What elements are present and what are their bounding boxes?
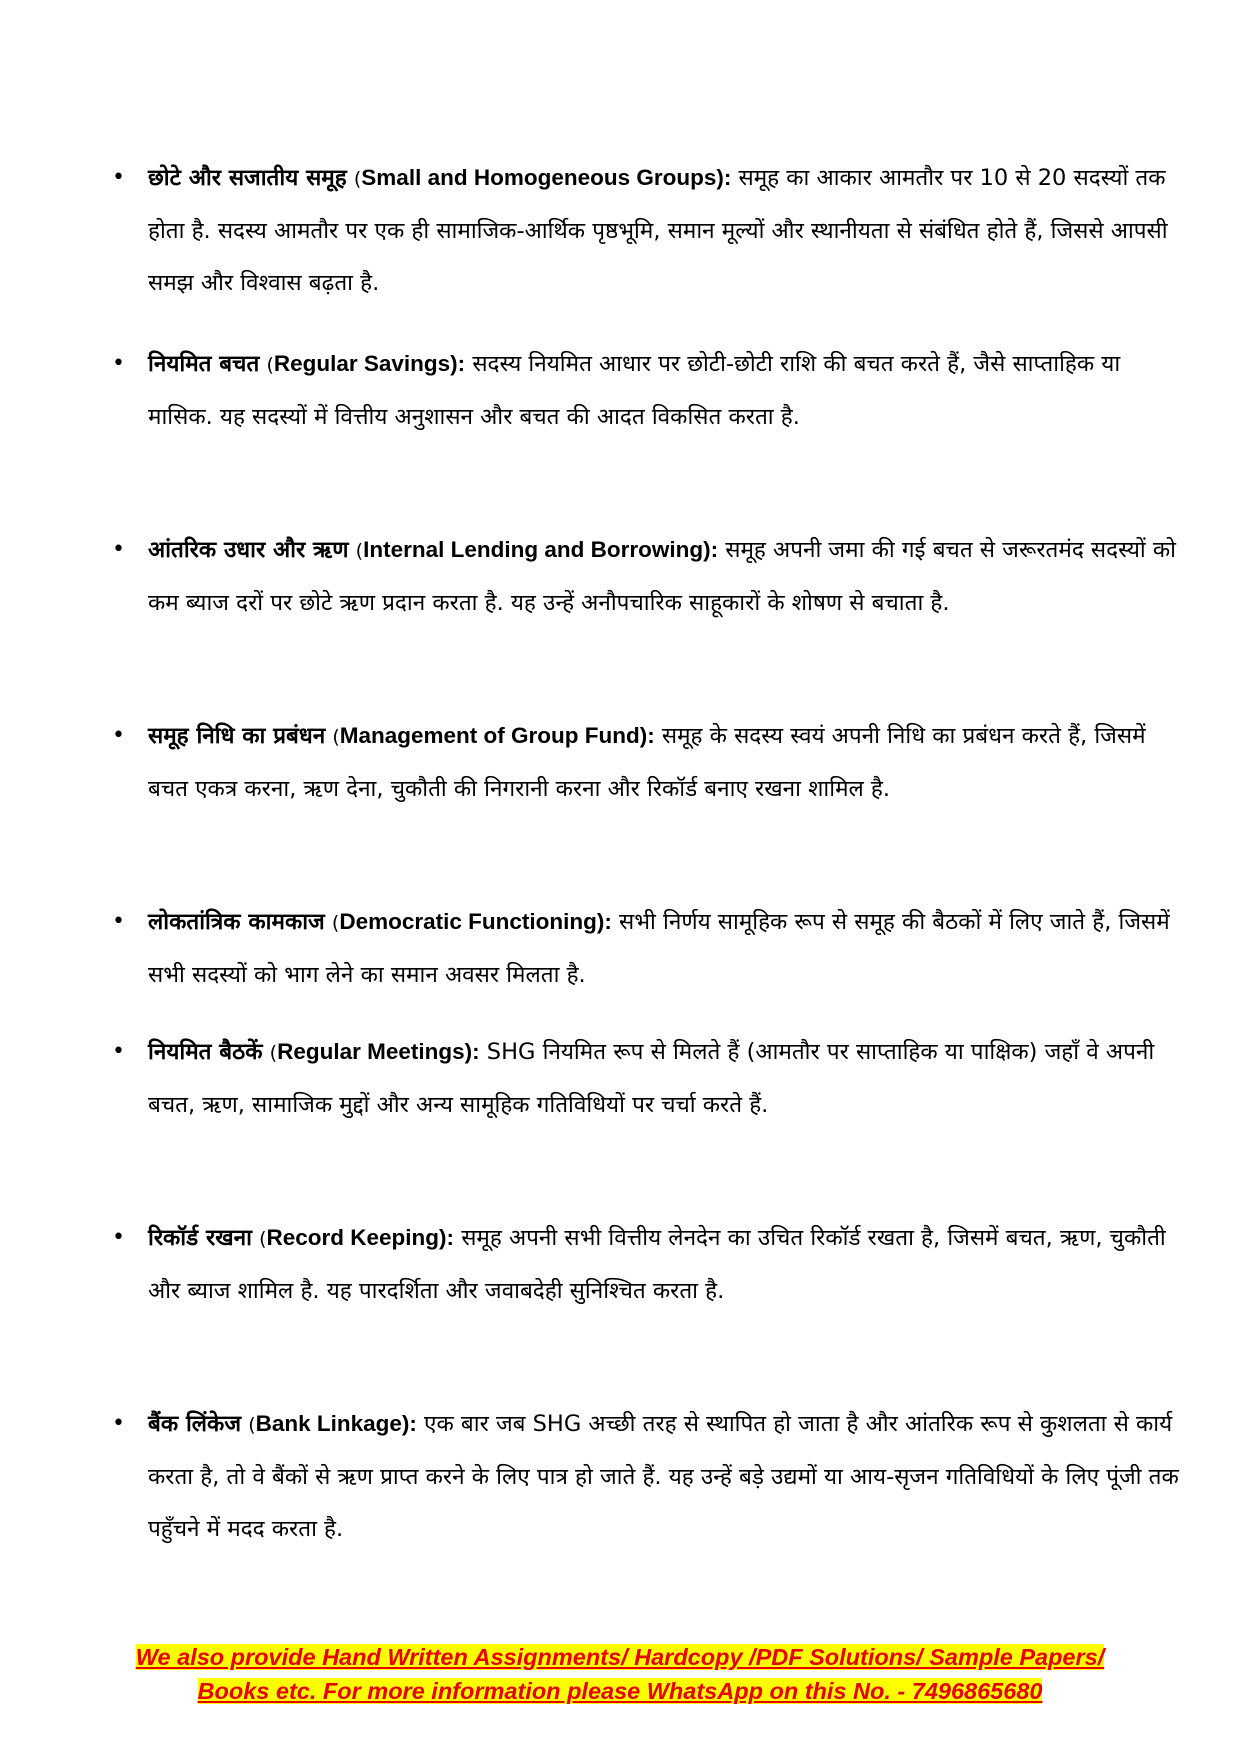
list-item-text <box>148 152 1183 309</box>
list-item-text <box>148 896 1183 1001</box>
item-body: समूह अपनी सभी वित्तीय लेनदेन का उचित रिकॉर्ड रखता है, जिसमें बचत, ऋण, चुकौती और ब्याज शामिल है. यह पारदर्शिता और जवाबदेही सुनिश्चित करता है. <box>148 1225 1166 1304</box>
term-english: Management of Group Fund): <box>339 723 655 748</box>
bullet-icon: • <box>112 1411 125 1436</box>
term-english: Record Keeping): <box>266 1225 455 1250</box>
list-item <box>108 896 1183 1026</box>
bullet-icon: • <box>112 351 125 376</box>
list-item-text <box>148 1212 1183 1317</box>
item-body: समूह का आकार आमतौर पर 10 से 20 सदस्यों तक होता है. सदस्य आमतौर पर एक ही सामाजिक-आर्थिक पृष्ठभूमि, समान मूल्यों और स्थानीयता से संबंधित होते हैं, जिससे आपसी समझ और विश्वास बढ़ता है. <box>148 165 1168 296</box>
promo-footer-line-1: We also provide Hand Written Assignments/ Hardcopy /PDF Solutions/ Sample Papers/ <box>135 1644 1105 1670</box>
term-hindi: आंतरिक उधार और ऋण <box>148 537 349 563</box>
term-paren: ( <box>266 354 274 376</box>
list-item-text <box>148 1026 1183 1131</box>
term-hindi: रिकॉर्ड रखना <box>148 1225 252 1251</box>
item-body: SHG नियमित रूप से मिलते हैं (आमतौर पर साप्ताहिक या पाक्षिक) जहाँ वे अपनी बचत, ऋण, सामाजिक मुद्दों और अन्य सामूहिक गतिविधियों पर चर्चा करते हैं. <box>148 1039 1155 1118</box>
bullet-list <box>108 152 1183 1584</box>
term-english: Bank Linkage): <box>255 1411 417 1436</box>
term-paren: ( <box>248 1414 256 1436</box>
list-item <box>108 338 1183 524</box>
term-paren: ( <box>269 1042 278 1064</box>
term-paren: ( <box>332 726 340 748</box>
list-item <box>108 524 1183 710</box>
item-body: समूह के सदस्य स्वयं अपनी निधि का प्रबंधन करते हैं, जिसमें बचत एकत्र करना, ऋण देना, चुकौती की निगरानी करना और रिकॉर्ड बनाए रखना शामिल है. <box>148 723 1146 802</box>
bullet-icon: • <box>112 1225 125 1250</box>
list-item-text <box>148 338 1183 443</box>
term-hindi: नियमित बचत <box>148 351 260 377</box>
term-english: Democratic Functioning): <box>339 909 612 934</box>
list-item <box>108 152 1183 338</box>
list-item <box>108 1398 1183 1584</box>
term-english: Internal Lending and Borrowing): <box>363 537 719 562</box>
bullet-icon: • <box>112 909 125 934</box>
term-english: Regular Meetings): <box>277 1039 480 1064</box>
item-body: सभी निर्णय सामूहिक रूप से समूह की बैठकों में लिए जाते हैं, जिसमें सभी सदस्यों को भाग लेने का समान अवसर मिलता है. <box>148 909 1170 988</box>
term-paren: ( <box>355 540 364 562</box>
term-hindi: समूह निधि का प्रबंधन <box>148 723 326 749</box>
list-item <box>108 1212 1183 1398</box>
list-item-text <box>148 1398 1183 1555</box>
promo-footer-line-2: Books etc. For more information please WhatsApp on this No. - 7496865680 <box>197 1678 1043 1704</box>
term-paren: ( <box>353 168 362 190</box>
term-hindi: नियमित बैठकें <box>148 1039 263 1065</box>
term-hindi: लोकतांत्रिक कामकाज <box>148 909 325 935</box>
term-paren: ( <box>331 912 340 934</box>
term-hindi: छोटे और सजातीय समूह <box>148 165 347 191</box>
bullet-icon: • <box>112 723 125 748</box>
term-english: Small and Homogeneous Groups): <box>361 165 732 190</box>
list-item-text <box>148 524 1183 629</box>
bullet-icon: • <box>112 165 125 190</box>
item-body: सदस्य नियमित आधार पर छोटी-छोटी राशि की बचत करते हैं, जैसे साप्ताहिक या मासिक. यह सदस्यों में वित्तीय अनुशासन और बचत की आदत विकसित करता है. <box>148 351 1121 430</box>
bullet-icon: • <box>112 1039 125 1064</box>
item-body: एक बार जब SHG अच्छी तरह से स्थापित हो जाता है और आंतरिक रूप से कुशलता से कार्य करता है, तो वे बैंकों से ऋण प्राप्त करने के लिए पात्र हो जाते हैं. यह उन्हें बड़े उद्यमों या आय-सृजन गतिविधियों के लिए पूंजी तक पहुँचने में मदद करता है. <box>148 1411 1179 1542</box>
term-paren: ( <box>259 1228 267 1250</box>
list-item-text <box>148 710 1183 815</box>
list-item <box>108 1026 1183 1212</box>
promo-footer <box>90 1640 1150 1708</box>
list-item <box>108 710 1183 896</box>
item-body: समूह अपनी जमा की गई बचत से जरूरतमंद सदस्यों को कम ब्याज दरों पर छोटे ऋण प्रदान करता है. यह उन्हें अनौपचारिक साहूकारों के शोषण से बचाता है. <box>148 537 1176 616</box>
term-english: Regular Savings): <box>273 351 466 376</box>
bullet-icon: • <box>112 537 125 562</box>
term-hindi: बैंक लिंकेज <box>148 1411 242 1437</box>
